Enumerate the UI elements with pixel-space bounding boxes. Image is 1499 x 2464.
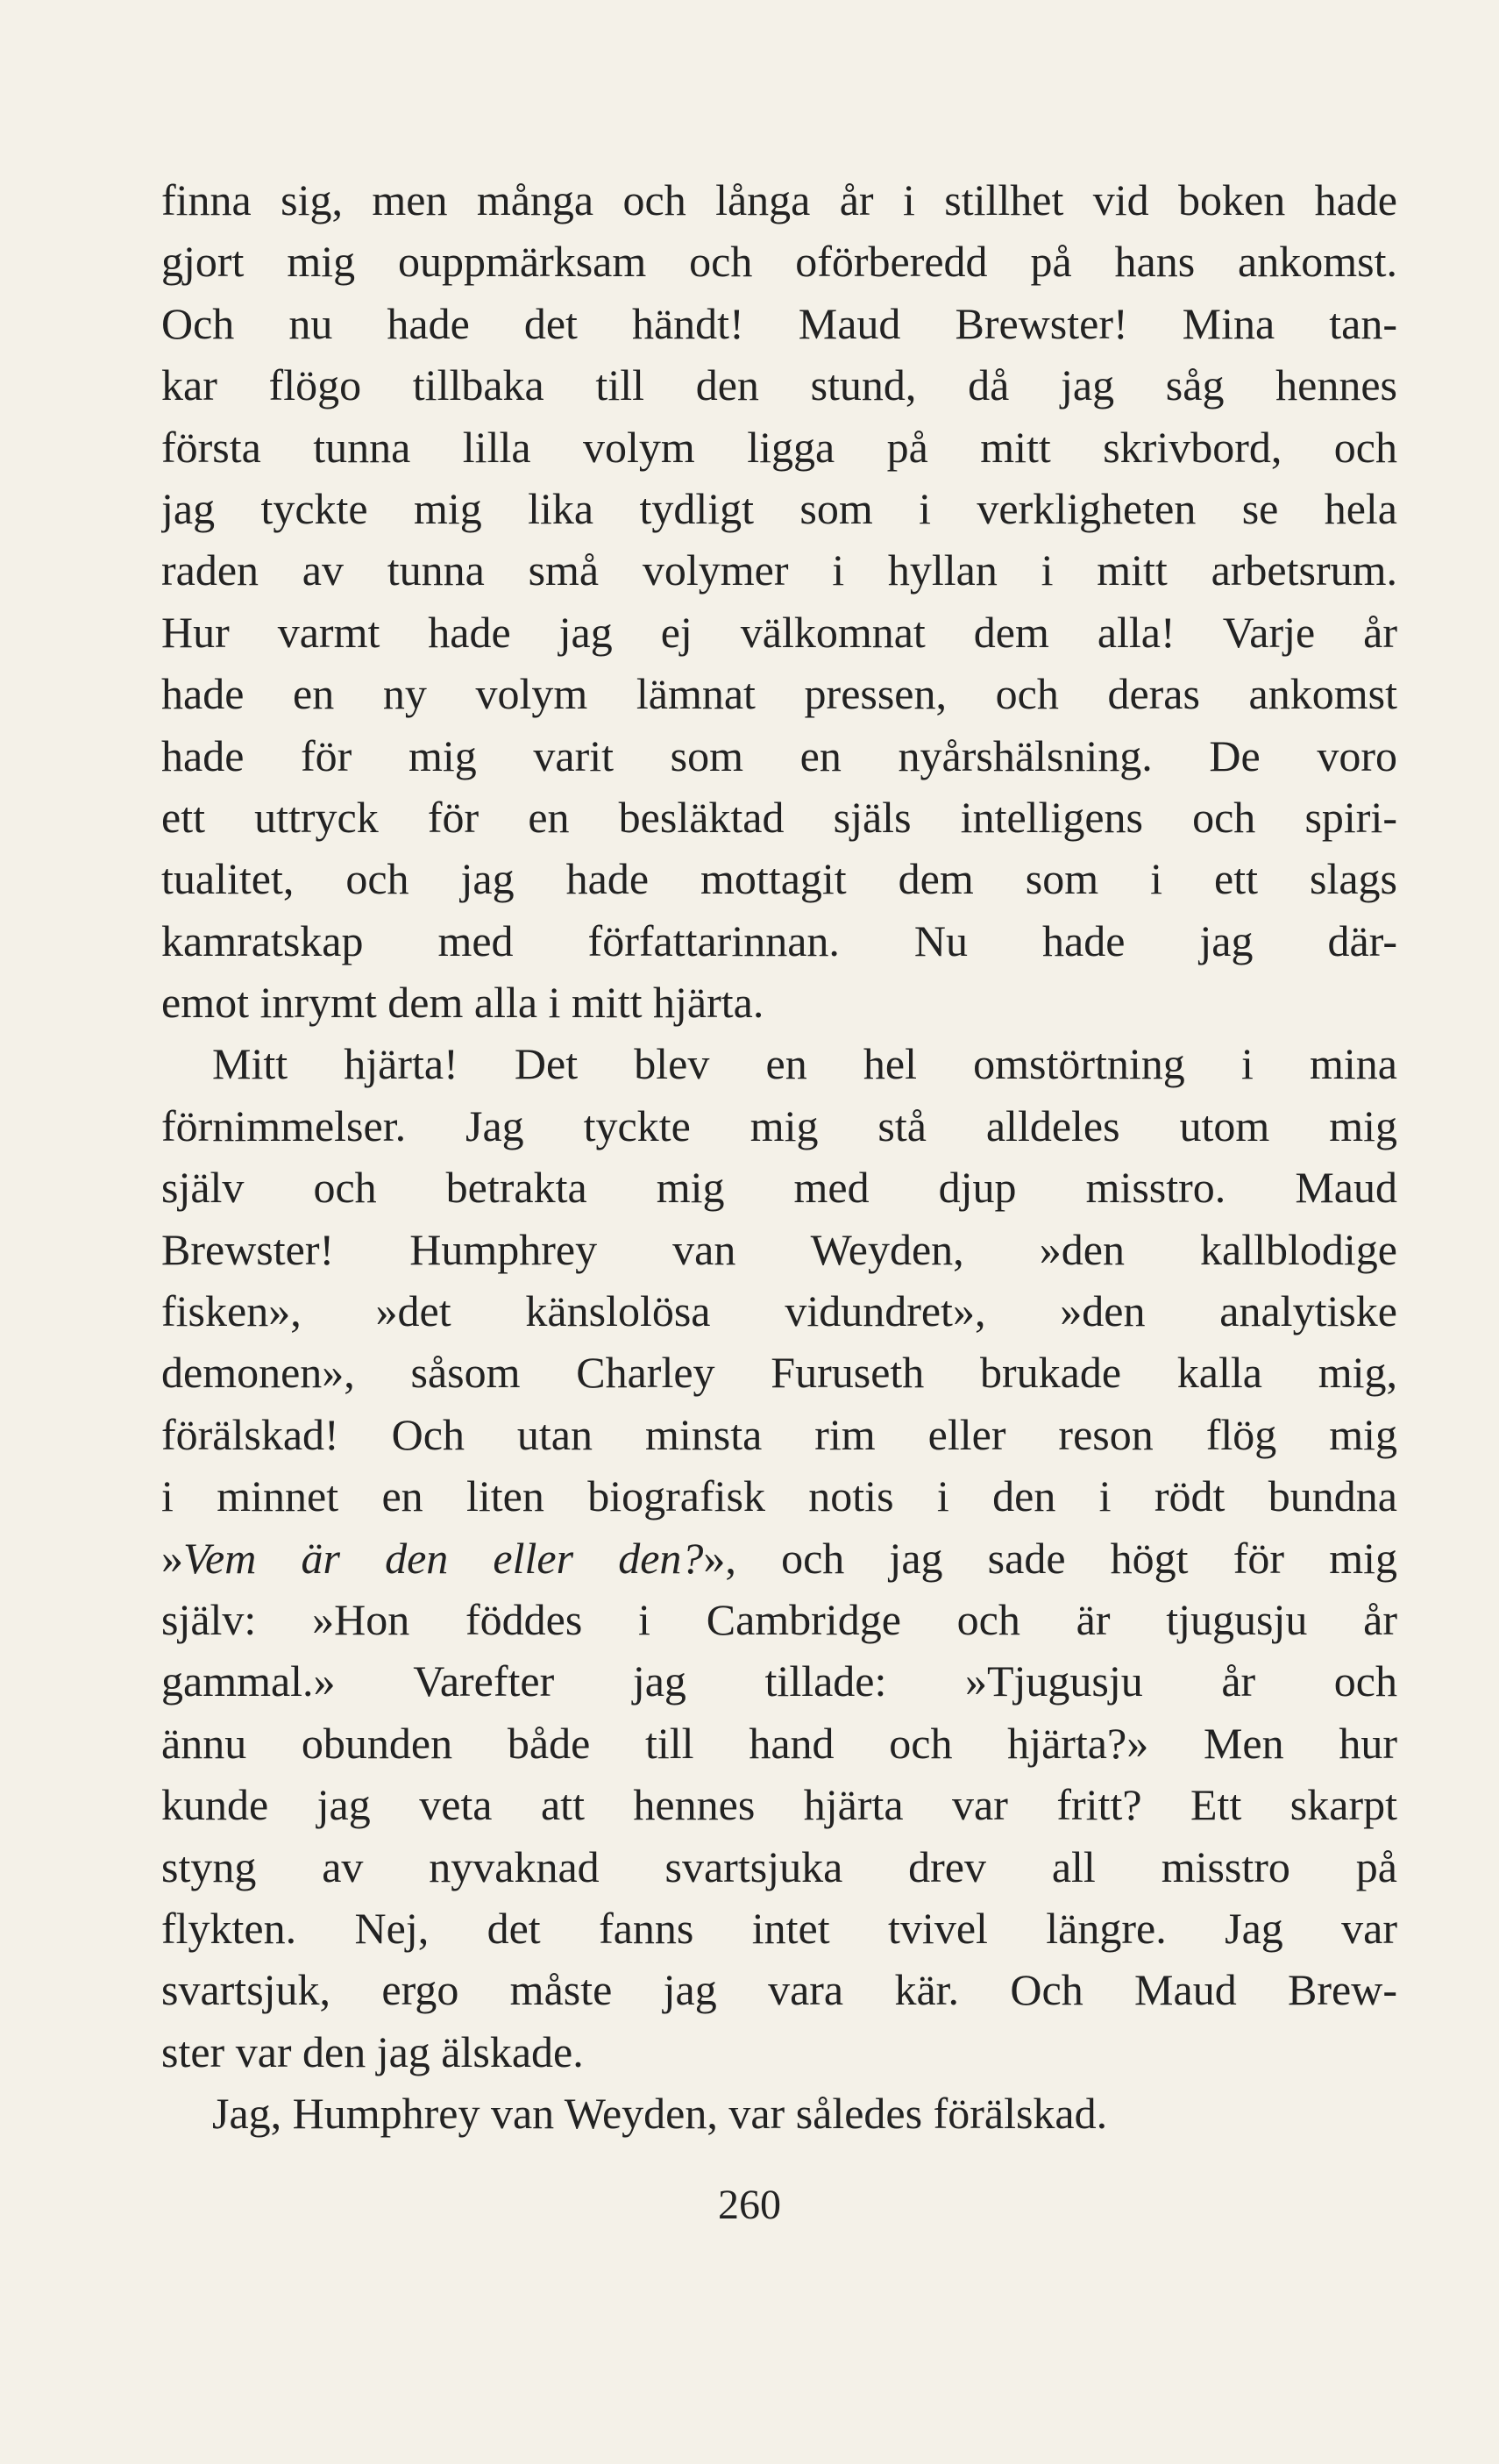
text-line: själv och betrakta mig med djup misstro. Maud (161, 1163, 1397, 1213)
text-line: jag tyckte mig lika tydligt som i verkligheten se hela (161, 483, 1397, 533)
text-line: emot inrymt dem alla i mitt hjärta. (161, 978, 764, 1028)
book-title-italic: Vem är den eller den? (183, 1533, 704, 1583)
text-line: kunde jag veta att hennes hjärta var fritt? Ett skarpt (161, 1780, 1397, 1830)
text-line: själv: »Hon föddes i Cambridge och är tjugusju år (161, 1594, 1397, 1644)
text-line: fisken», »det känslolösa vidundret», »den analytiske (161, 1286, 1397, 1336)
text-line: demonen», såsom Charley Furuseth brukade kalla mig, (161, 1348, 1397, 1398)
text-line: Och nu hade det händt! Maud Brewster! Mina tan- (161, 298, 1397, 348)
text-line: kamratskap med författarinnan. Nu hade jag där- (161, 915, 1397, 965)
quote-open: » (161, 1533, 183, 1583)
quote-close-text: », och jag sade högt för mig (703, 1533, 1397, 1583)
text-line: hade en ny volym lämnat pressen, och deras ankomst (161, 669, 1397, 719)
text-line: i minnet en liten biografisk notis i den i rödt bundna (161, 1471, 1397, 1521)
text-line: Brewster! Humphrey van Weyden, »den kallblodige (161, 1224, 1397, 1274)
text-line: flykten. Nej, det fanns intet tvivel längre. Jag var (161, 1903, 1397, 1953)
text-line: svartsjuk, ergo måste jag vara kär. Och Maud Brew- (161, 1965, 1397, 2015)
paragraph-start-line: Jag, Humphrey van Weyden, var således förälskad. (212, 2089, 1108, 2139)
page-number: 260 (718, 2182, 781, 2228)
paragraph-start-line: Mitt hjärta! Det blev en hel omstörtning i mina (212, 1039, 1397, 1089)
text-line: gammal.» Varefter jag tillade: »Tjugusju år och (161, 1656, 1397, 1706)
text-line: finna sig, men många och långa år i stillhet vid boken hade (161, 175, 1397, 224)
text-line: raden av tunna små volymer i hyllan i mitt arbetsrum. (161, 545, 1397, 595)
text-line: styng av nyvaknad svartsjuka drev all misstro på (161, 1841, 1397, 1891)
body-text (161, 169, 1397, 2145)
text-line: förnimmelser. Jag tyckte mig stå alldeles utom mig (161, 1100, 1397, 1150)
text-line: tualitet, och jag hade mottagit dem som i ett slags (161, 854, 1397, 904)
text-line: gjort mig ouppmärksam och oförberedd på hans ankomst. (161, 237, 1397, 287)
text-line: hade för mig varit som en nyårshälsning. De voro (161, 730, 1397, 780)
text-line: ster var den jag älskade. (161, 2026, 584, 2076)
text-line: kar flögo tillbaka till den stund, då jag såg hennes (161, 360, 1397, 410)
text-line: första tunna lilla volym ligga på mitt skrivbord, och (161, 422, 1397, 472)
text-line: förälskad! Och utan minsta rim eller reson flög mig (161, 1409, 1397, 1459)
text-line: ett uttryck för en besläktad själs intelligens och spiri- (161, 792, 1397, 842)
text-line: Hur varmt hade jag ej välkomnat dem alla! Varje år (161, 607, 1397, 657)
text-line-with-title (161, 1528, 1397, 1589)
text-line: ännu obunden både till hand och hjärta?» Men hur (161, 1718, 1397, 1768)
